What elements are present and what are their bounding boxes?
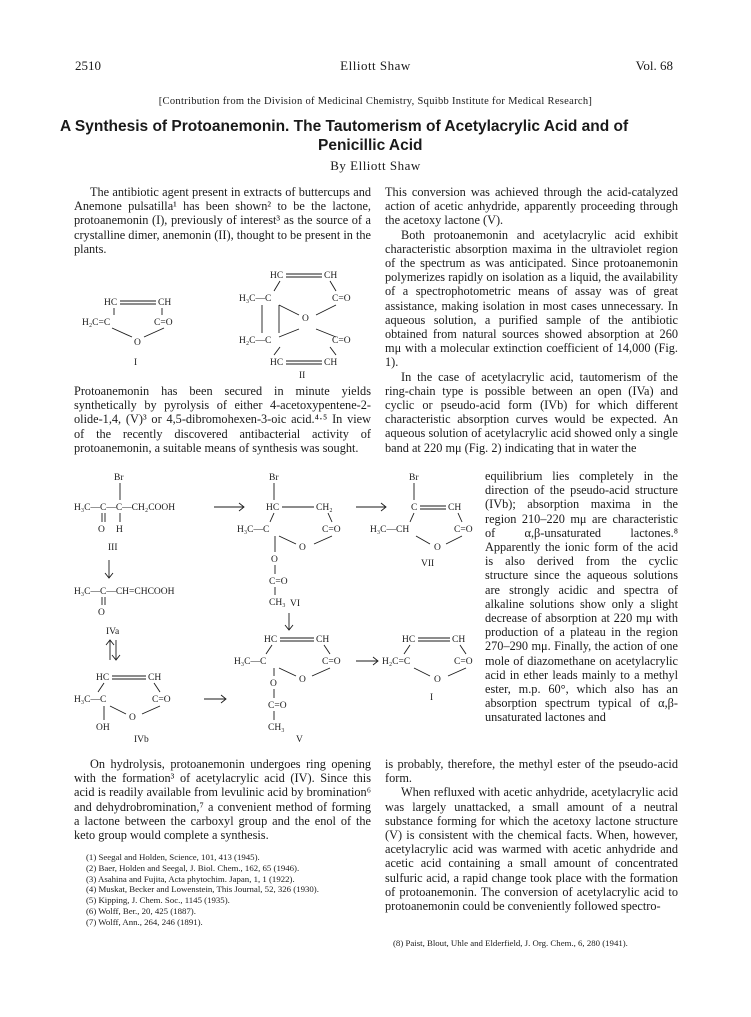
footnote-6: (6) Wolff, Ber., 20, 425 (1887).: [86, 905, 196, 916]
svg-text:H₃C—C: H₃C—C: [234, 657, 267, 667]
page-number: 2510: [75, 58, 101, 73]
svg-text:CH₂: CH₂: [316, 503, 333, 513]
svg-text:Br: Br: [114, 473, 124, 483]
right-p4-text: When refluxed with acetic anhydride, acetylacrylic acid was largely unattacked, a small amount of a neutral substance forming for which the acetoxy lactone structure (V) is consistent with the chemical facts. When, however, acetylacrylic acid was warmed with acetic anhydride and acetic acid containing a small amount of concentrated sulfuric acid, a rapid change took place with the formation of protoanemonin. The conversion of acetylacrylic acid to protoanemonin could be conveniently followed spectro-: [385, 785, 678, 914]
scheme-synthesis: [74, 470, 484, 745]
footnote-4: (4) Muskat, Becker and Lowenstein, This Journal, 52, 326 (1930).: [86, 884, 319, 895]
left-p3-text: On hydrolysis, protoanemonin undergoes ring opening with the formation³ of acetylacrylic acid (IV). Since this acid is readily available from levulinic acid by bromination⁶ and dehydrobromination,⁷ a convenient method of forming a lactone between the carboxyl group and the enol of the keto group would complete a synthesis.: [74, 757, 371, 843]
right-p3b-text: equilibrium lies completely in the direction of the pseudo-acid structure (IVb); absorption maxima in the region 210–220 mμ are characteristic of α,β-unsaturated lactones.⁸ Apparently the ionic form of the acid is also derived from the cyclic structure since the aqueous solutions are strongly acidic and spectra of alkaline solutions show only a slight decrease of absorption at 220 mμ with production of a plateau in the region 270–290 mμ. Finally, the action of one mole of diazomethane on acetylacrylic acid in ether leads mainly to a methyl ester, m.p. 60°, which also has an absorption spectrum typical of α,β-unsaturated lactones and: [485, 469, 678, 725]
svg-text:HC: HC: [266, 503, 280, 513]
label-VII: VII: [421, 559, 435, 569]
running-head-volume: Vol. 68: [635, 58, 673, 73]
svg-text:H₂C=C: H₂C=C: [382, 657, 411, 667]
svg-text:H₃C—C—CH=CHCOOH: H₃C—C—CH=CHCOOH: [74, 587, 175, 597]
article-title: [60, 117, 700, 155]
svg-text:CH: CH: [316, 635, 330, 645]
svg-text:H₃C—C: H₃C—C: [237, 525, 270, 535]
svg-text:C=O: C=O: [454, 525, 473, 535]
svg-text:H₂C—C: H₂C—C: [239, 336, 272, 346]
left-p1-text: The antibiotic agent present in extracts of buttercups and Anemone pulsatilla¹ has been shown² to be the lactone, protoanemonin (I), previously of interest³ as the source of a crystalline dimer, anemonin (II), thought to be present in the plants.: [74, 185, 371, 256]
svg-text:HC: HC: [402, 635, 416, 645]
footnote-8: (8) Paist, Blout, Uhle and Elderfield, J. Org. Chem., 6, 280 (1941).: [393, 938, 628, 948]
svg-text:H: H: [116, 525, 123, 535]
svg-text:O: O: [270, 679, 277, 689]
svg-text:C=O: C=O: [268, 701, 287, 711]
label-V: V: [296, 735, 303, 745]
svg-text:O: O: [434, 675, 441, 685]
footnote-1: (1) Seegal and Holden, Science, 101, 413 (1945).: [86, 852, 260, 862]
svg-text:O: O: [98, 525, 105, 535]
label-VI: VI: [290, 599, 301, 609]
svg-text:H₃C—C—C—CH₂COOH: H₃C—C—C—CH₂COOH: [74, 503, 176, 513]
svg-text:C: C: [411, 503, 418, 513]
svg-text:O: O: [302, 314, 309, 324]
svg-text:H₃C—C: H₃C—C: [74, 695, 107, 705]
left-paragraph-1: [74, 185, 371, 256]
svg-text:O: O: [434, 543, 441, 553]
svg-text:HC: HC: [96, 673, 110, 683]
svg-text:CH₃: CH₃: [268, 723, 285, 733]
svg-text:O: O: [98, 608, 105, 618]
title-line-1: A Synthesis of Protoanemonin. The Tautomerism of Acetylacrylic Acid and of: [60, 118, 629, 135]
svg-text:CH: CH: [158, 298, 172, 308]
svg-text:H₂C=C: H₂C=C: [82, 318, 111, 328]
left-paragraph-3: [74, 757, 371, 842]
left-p2-text: Protoanemonin has been secured in minute yields synthetically by pyrolysis of either 4-acetoxypentene-2-olide-1,4, (V)³ or 4,5-dibromohexen-3-oic acid.⁴·⁵ In view of the recently discovered antibacterial activity of protoanemonin, a suitable means of synthesis was sought.: [74, 384, 371, 455]
footnote-5: (5) Kipping, J. Chem. Soc., 1145 (1935).: [86, 895, 230, 906]
right-column-narrow: [485, 469, 678, 725]
right-column-top: [385, 185, 678, 455]
right-p1-text: This conversion was achieved through the acid-catalyzed action of acetic anhydride, apparently proceeding through the acetoxy lactone (V).: [385, 185, 678, 228]
svg-text:OH: OH: [96, 723, 110, 733]
footnote-3: (3) Asahina and Fujita, Acta phytochim. Japan, 1, 1 (1922).: [86, 873, 295, 884]
svg-text:CH: CH: [452, 635, 466, 645]
footnotes-left: [80, 852, 372, 928]
svg-text:O: O: [271, 555, 278, 565]
label-I-scheme2: I: [430, 693, 434, 703]
svg-text:C=O: C=O: [152, 695, 171, 705]
svg-text:O: O: [129, 713, 136, 723]
svg-text:C=O: C=O: [332, 336, 351, 346]
svg-text:C=O: C=O: [454, 657, 473, 667]
svg-text:CH₃: CH₃: [269, 598, 286, 608]
svg-text:HC: HC: [104, 298, 118, 308]
footnote-7: (7) Wolff, Ann., 264, 246 (1891).: [86, 916, 203, 927]
running-head-author: Elliott Shaw: [340, 58, 411, 73]
svg-text:HC: HC: [270, 358, 284, 368]
svg-text:Br: Br: [409, 473, 419, 483]
svg-text:C=O: C=O: [269, 577, 288, 587]
label-I: I: [134, 358, 138, 368]
svg-text:Br: Br: [269, 473, 279, 483]
label-III: III: [108, 543, 118, 553]
svg-text:CH: CH: [324, 271, 338, 281]
svg-text:H₃C—CH: H₃C—CH: [370, 525, 410, 535]
svg-text:HC: HC: [264, 635, 278, 645]
svg-text:HC: HC: [270, 271, 284, 281]
svg-text:O: O: [299, 675, 306, 685]
right-p2-text: Both protoanemonin and acetylacrylic acid exhibit characteristic absorption maxima in the ultraviolet region of the spectrum as was anticipated. Since protoanemonin polymerizes rapidly on isolation as a liquid, the availability of a spectrophotometric means of assay was of great assistance, making isolation in most cases unnecessary. In aqueous solution, a purified sample of the antibiotic obtained from natural sources showed absorption at 260 mμ with a molecular extinction coefficient of 14,000 (Fig. 1).: [385, 227, 678, 370]
contribution-note: [Contribution from the Division of Medicinal Chemistry, Squibb Institute for Medical Research]: [158, 96, 593, 107]
footnote-2: (2) Baer, Holden and Seegal, J. Biol. Chem., 162, 65 (1946).: [86, 862, 300, 873]
scheme-protoanemonin-anemonin: [74, 265, 374, 380]
byline: By Elliott Shaw: [330, 158, 421, 173]
svg-text:C=O: C=O: [322, 657, 341, 667]
label-II: II: [299, 371, 306, 380]
right-p3c-text: is probably, therefore, the methyl ester of the pseudo-acid form.: [385, 757, 678, 786]
label-IVb: IVb: [134, 735, 149, 745]
left-paragraph-2: [74, 384, 371, 455]
label-IVa: IVa: [106, 627, 120, 637]
svg-text:CH: CH: [148, 673, 162, 683]
right-column-bottom: [385, 757, 678, 913]
svg-text:H₃C—C: H₃C—C: [239, 294, 272, 304]
svg-text:O: O: [134, 338, 141, 348]
svg-text:C=O: C=O: [322, 525, 341, 535]
svg-text:CH: CH: [448, 503, 462, 513]
svg-text:CH: CH: [324, 358, 338, 368]
svg-text:C=O: C=O: [332, 294, 351, 304]
right-p3a-text: In the case of acetylacrylic acid, tautomerism of the ring-chain type is possible between an open (IVa) and cyclic or pseudo-acid form (IVb) for which different characteristic absorption curves would be expected. An aqueous solution of acetylacrylic acid showed only a single band at 220 mμ (Fig. 2) indicating that in water the: [385, 369, 678, 455]
svg-text:O: O: [299, 543, 306, 553]
title-line-2: Penicillic Acid: [318, 137, 423, 154]
svg-text:C=O: C=O: [154, 318, 173, 328]
